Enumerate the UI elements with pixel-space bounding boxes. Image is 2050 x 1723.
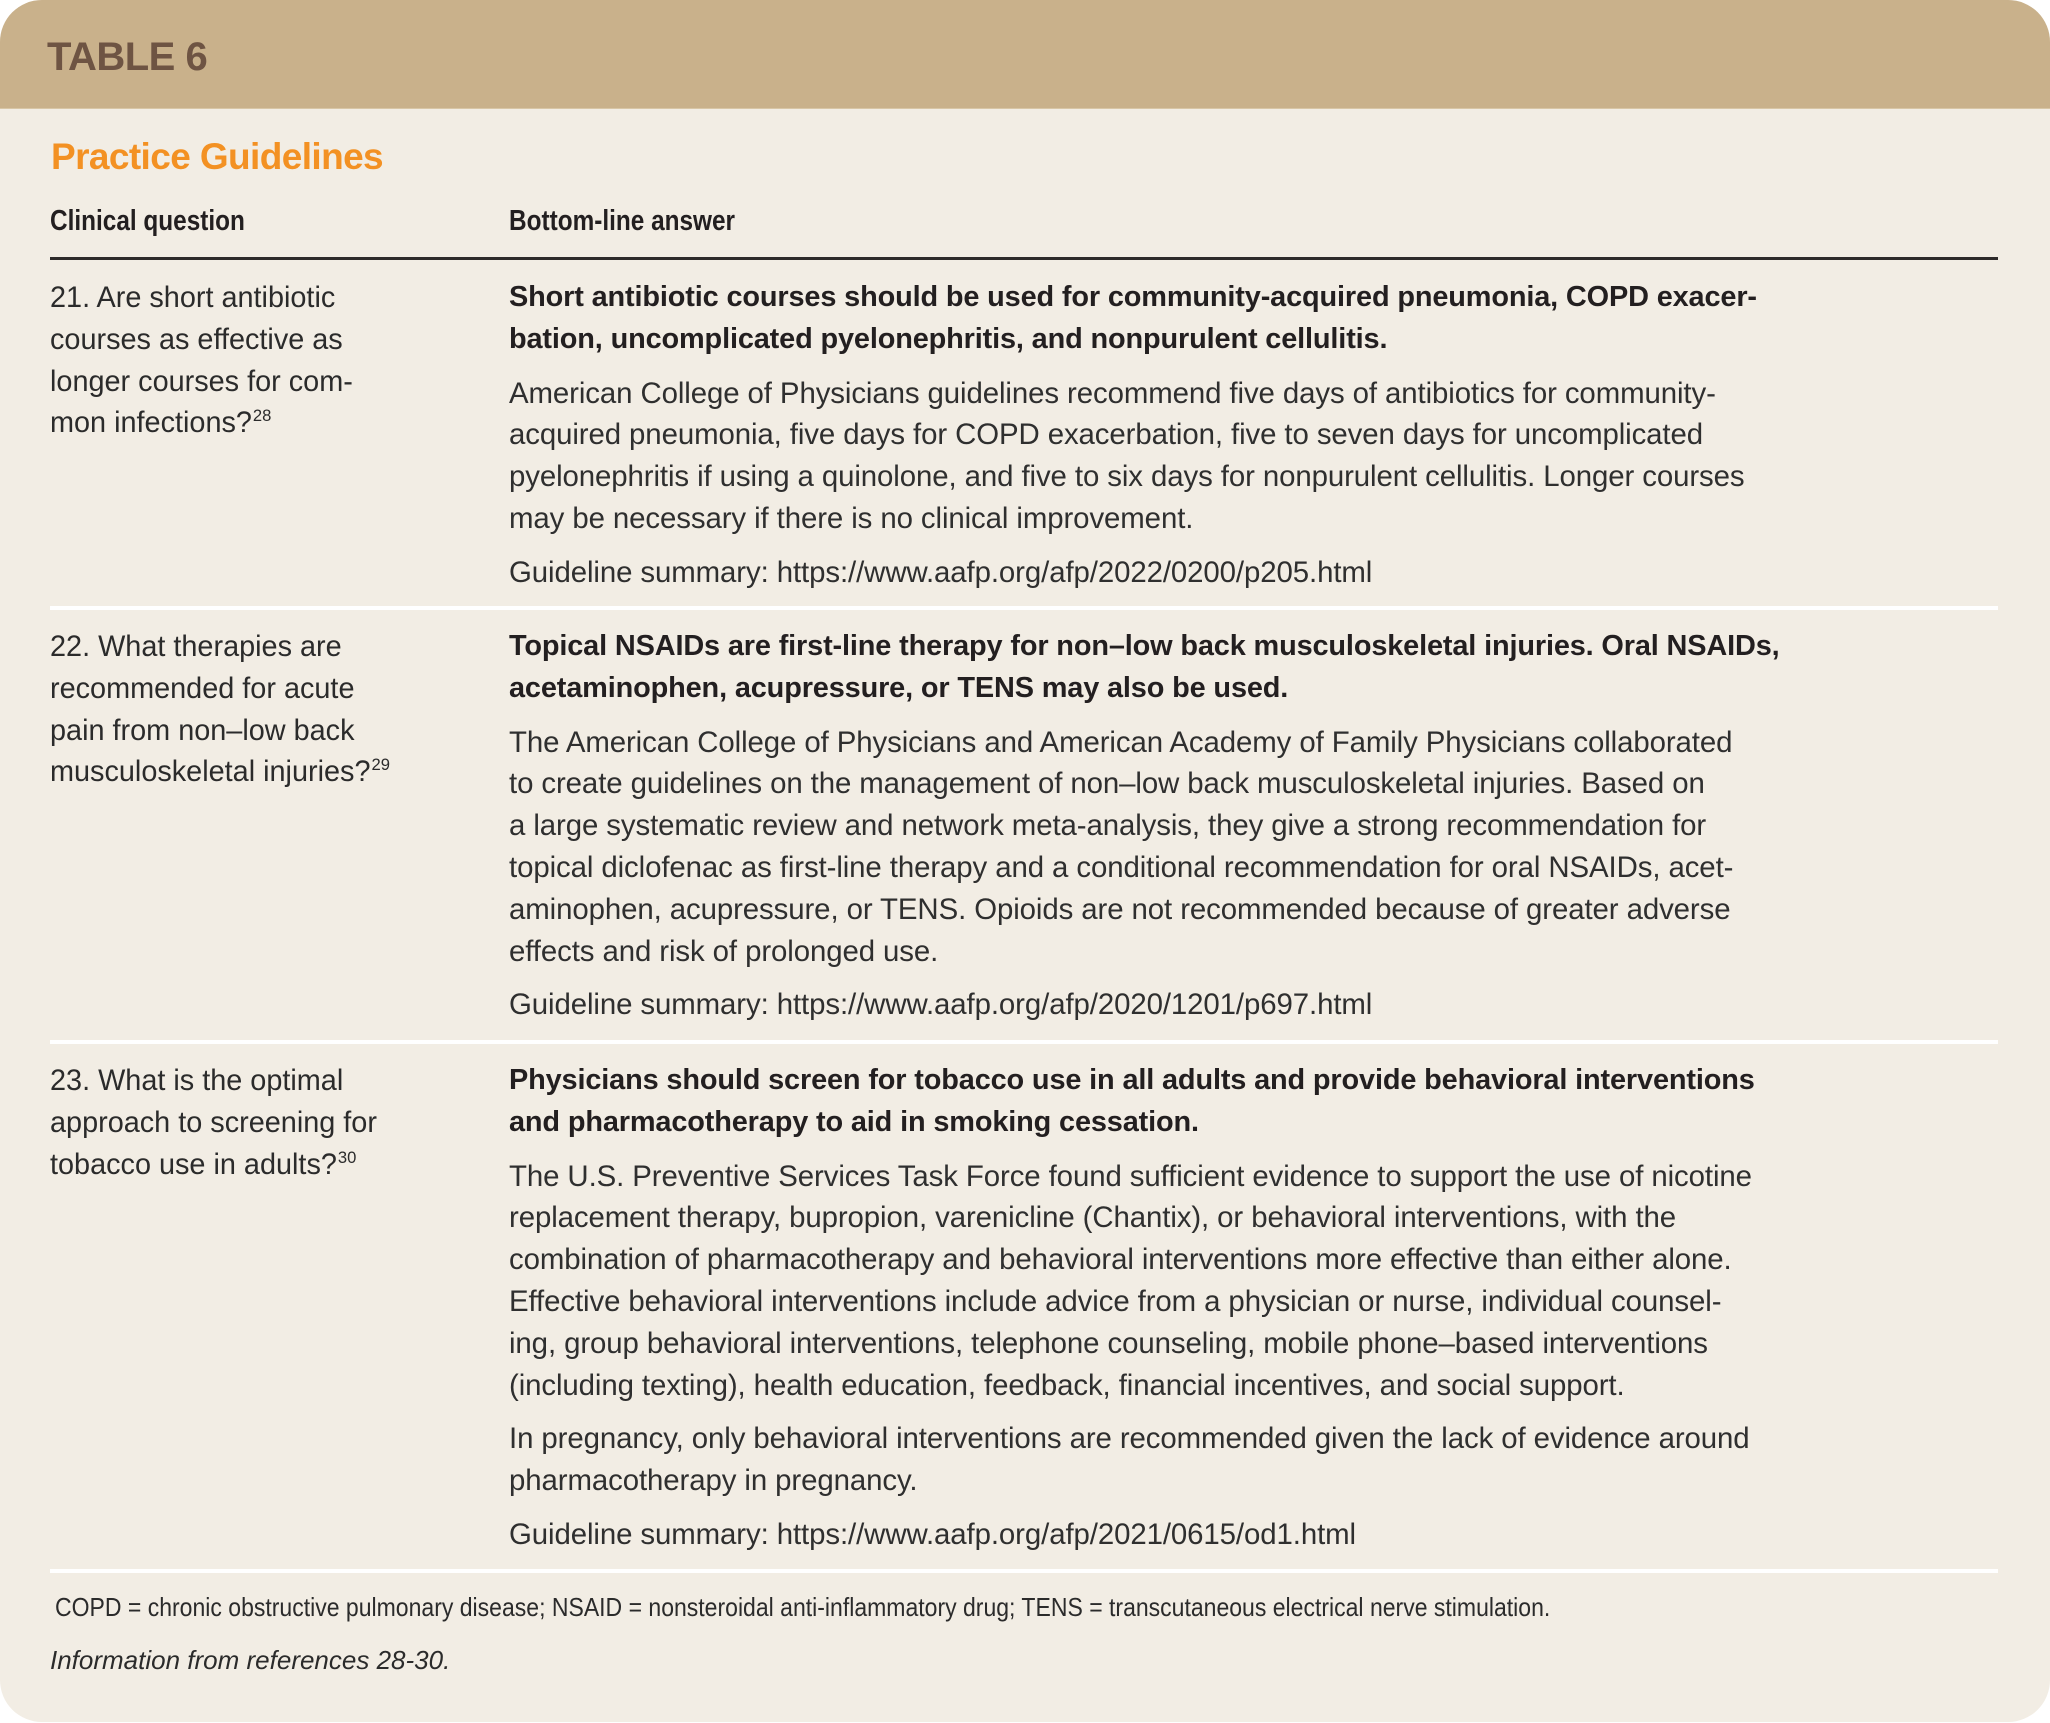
- bottom-line-answer: [509, 277, 2004, 594]
- answer-paragraph: The U.S. Preventive Services Task Force found sufficient evidence to support the use of nicotine replacement therapy, bupropion, varenicline (Chantix), or behavioral interventions, with the combination of pharmacotherapy and behavioral interventions more effective than either alone. Effective behavioral interventions include advice from a physician or nurse, individual counsel- ing, group behavioral interventions, telephone counseling, mobile phone–based interventions (including texting), health education, feedback, financial incentives, and social support.: [509, 1159, 1752, 1402]
- reference-superscript: 29: [371, 755, 390, 775]
- question-line: mon infections?$^{28}$: [50, 406, 272, 440]
- bottom-line-summary: Short antibiotic courses should be used for community-acquired pneumonia, COPD exacer- bation, uncomplicated pyelonephritis, and nonpurulent cellulitis.: [509, 281, 1757, 355]
- answer-paragraph: American College of Physicians guidelines recommend five days of antibiotics for community- acquired pneumonia, five days for COPD exacerbation, five to seven days for uncomplicated pyelonephritis if using a quinolone, and five to six days for nonpurulent cellulitis. Longer courses may be necessary if there is no clinical improvement.: [509, 376, 1745, 535]
- row-separator: [50, 606, 1998, 610]
- question-line: longer courses for com-: [50, 364, 353, 398]
- header-rule: [50, 257, 1998, 260]
- question-line: recommended for acute: [50, 671, 355, 705]
- table-title: Practice Guidelines: [51, 136, 384, 177]
- question-line: 22. What therapies are: [50, 630, 342, 663]
- question-line: musculoskeletal injuries?$^{29}$: [50, 755, 390, 789]
- column-header-answer: Bottom-line answer: [509, 205, 736, 237]
- question-line: tobacco use in adults?$^{30}$: [50, 1147, 357, 1181]
- question-line: 23. What is the optimal: [50, 1064, 344, 1097]
- question-line: approach to screening for: [50, 1105, 377, 1139]
- bottom-line-summary: Topical NSAIDs are first-line therapy for non–low back musculoskeletal injuries. Oral NSAIDs, acetaminophen, acupressure, or TENS may also be used.: [509, 630, 1780, 704]
- bottom-line-answer: [509, 626, 2004, 1026]
- table-header-band: [0, 0, 2050, 109]
- bottom-line-summary: Physicians should screen for tobacco use in all adults and provide behavioral interventions and pharmacotherapy to aid in smoking cessation.: [509, 1064, 1755, 1138]
- question-line: courses as effective as: [50, 322, 343, 356]
- clinical-question: [50, 1060, 490, 1185]
- question-line: pain from non–low back: [50, 713, 355, 747]
- guideline-summary-link[interactable]: Guideline summary: https://www.aafp.org/afp/2021/0615/od1.html: [509, 1517, 1356, 1551]
- source-note: Information from references 28-30.: [50, 1645, 451, 1675]
- reference-superscript: 30: [337, 1147, 357, 1167]
- table-label: TABLE 6: [47, 35, 208, 79]
- answer-paragraph: The American College of Physicians and American Academy of Family Physicians collaborated to create guidelines on the management of non–low back musculoskeletal injuries. Based on a large systematic review and network meta-analysis, they give a strong recommendation for topical diclofenac as first-line therapy and a conditional recommendation for oral NSAIDs, acet- aminophen, acupressure, or TENS. Opioids are not recommended because of greater adverse effects and risk of prolonged use.: [509, 725, 1734, 968]
- abbreviations-footnote: COPD = chronic obstructive pulmonary disease; NSAID = nonsteroidal anti-inflammatory drug; TENS = transcutaneous electrical nerve stimulation.: [55, 1592, 1551, 1622]
- answer-paragraph: In pregnancy, only behavioral interventions are recommended given the lack of evidence around pharmacotherapy in pregnancy.: [509, 1422, 1750, 1498]
- guideline-summary-link[interactable]: Guideline summary: https://www.aafp.org/afp/2020/1201/p697.html: [509, 988, 1373, 1022]
- row-separator: [50, 1040, 1998, 1044]
- clinical-question: [50, 626, 490, 793]
- column-header-question: Clinical question: [50, 205, 245, 237]
- reference-superscript: 28: [252, 406, 272, 426]
- guideline-summary-link[interactable]: Guideline summary: https://www.aafp.org/afp/2022/0200/p205.html: [509, 555, 1373, 589]
- question-line: 21. Are short antibiotic: [50, 281, 336, 314]
- bottom-line-answer: [509, 1060, 2004, 1556]
- clinical-question: [50, 277, 490, 444]
- row-separator: [50, 1569, 1998, 1573]
